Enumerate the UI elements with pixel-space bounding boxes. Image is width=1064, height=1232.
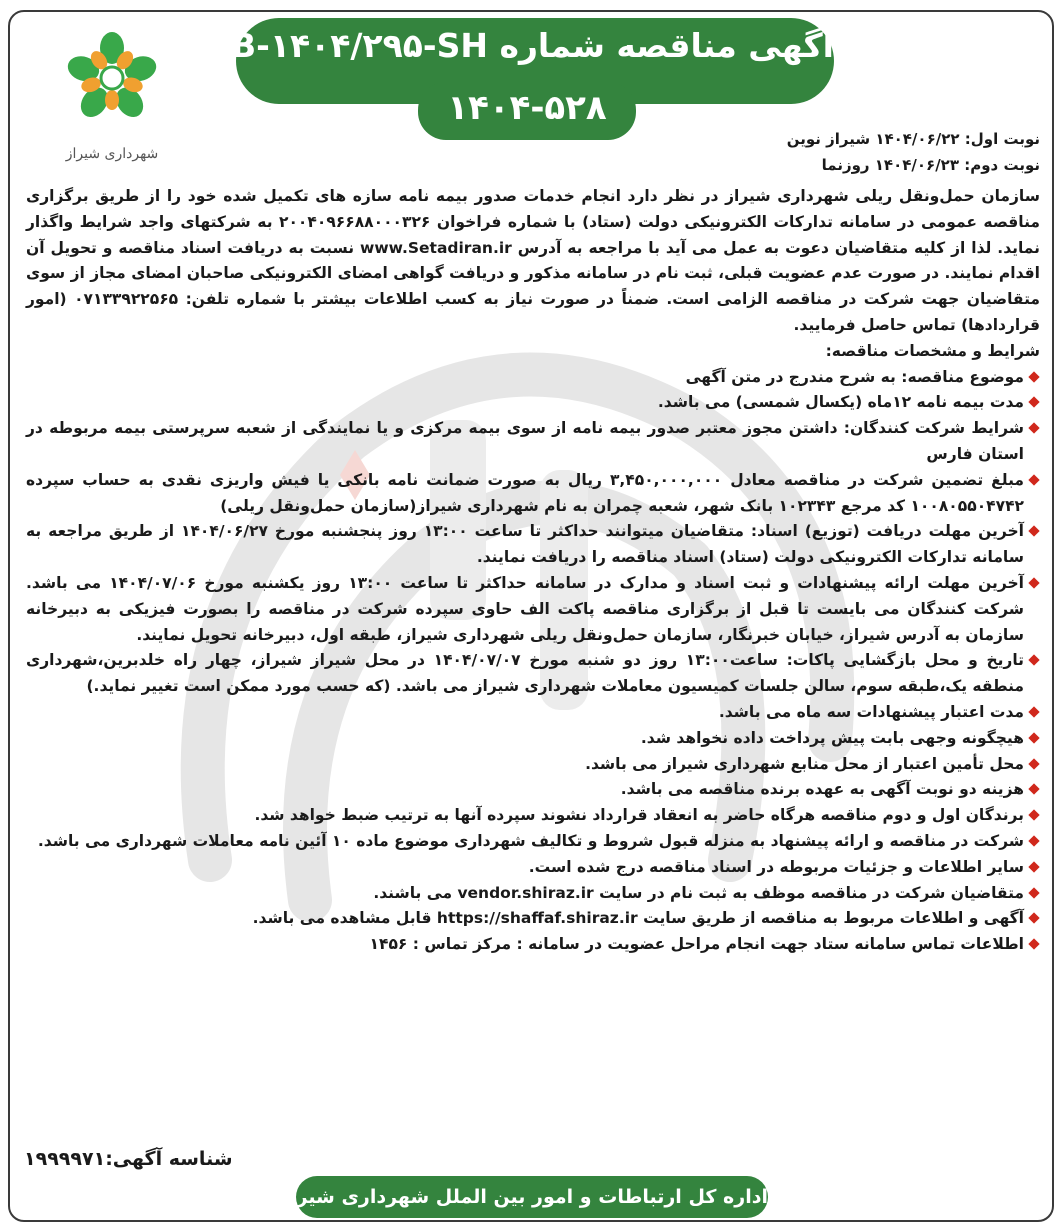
list-item: متقاضیان شرکت در مناقصه موظف به ثبت نام در سایت vendor.shiraz.ir می باشند. [26,881,1040,907]
conditions-heading: شرایط و مشخصات مناقصه: [825,341,1040,360]
bullet-diamond-icon [1028,474,1039,485]
bullet-diamond-icon [1028,758,1039,769]
second-publication: نوبت دوم: ۱۴۰۴/۰۶/۲۳ روزنما [821,156,1040,174]
list-item: هزینه دو نوبت آگهی به عهده برنده مناقصه می باشد. [26,777,1040,803]
intro-paragraph: سازمان حمل‌ونقل ریلی شهرداری شیراز در نظر دارد انجام خدمات صدور بیمه نامه سازه های تکمیل شده خود را از طریق برگزاری مناقصه عمومی در سامانه تدارکات الکترونیکی دولت (ستاد) با شماره فراخوان ۲۰۰۴۰۹۶۶۸۸۰۰۰۳۲۶ به شرکتهای واجد شرایط واگذار نماید. لذا از کلیه متقاضیان دعوت به عمل می آید با مراجعه به آدرس www.Setadiran.ir نسبت به دریافت اسناد مناقصه و تحویل آن اقدام نمایند. در صورت عدم عضویت قبلی، ثبت نام در سامانه مذکور و دریافت گواهی امضای الکترونیکی صاحبان امضای مجاز از سوی متقاضیان جهت شرکت در مناقصه الزامی است. ضمناً در صورت نیاز به کسب اطلاعات بیشتر با شماره تلفن: ۰۷۱۳۳۹۲۲۵۶۵ (امور قراردادها) تماس حاصل فرمایید. [26,187,1041,334]
list-item: برندگان اول و دوم مناقصه هرگاه حاضر به انعقاد قرارداد نشوند سپرده آنها به ترتیب ضبط خواهد شد. [26,803,1040,829]
bullet-diamond-icon [1028,938,1039,949]
list-item: سایر اطلاعات و جزئیات مربوطه در اسناد مناقصه درج شده است. [26,855,1040,881]
conditions-list [26,365,1040,958]
logo-caption: شهرداری شیراز [65,146,159,162]
bullet-diamond-icon [1028,861,1039,872]
list-item: موضوع مناقصه: به شرح مندرج در متن آگهی [26,365,1040,391]
list-item: آخرین مهلت ارائه پیشنهادات و ثبت اسناد و مدارک در سامانه حداکثر تا ساعت ۱۳:۰۰ روز یکشنبه مورخ ۱۴۰۴/۰۷/۰۶ می باشد. شرکت کنندگان می بایست تا قبل از برگزاری مناقصه پاکت الف حاوی سپرده شرکت در مناقصه را بصورت فیزیکی به دبیرخانه سازمان به آدرس شیراز، خیابان خبرنگار، سازمان حمل‌ونقل ریلی شهرداری شیراز، طبقه اول، دبیرخانه تحویل نمایند. [26,571,1040,648]
bullet-diamond-icon [1028,732,1039,743]
publication-dates [787,126,1040,178]
tender-title: آگهی مناقصه شماره B-۱۴۰۴/۲۹۵-SH [230,26,834,65]
footer-banner: اداره کل ارتباطات و امور بین الملل شهرداری شیراز [296,1176,768,1218]
list-item: شرکت در مناقصه و ارائه پیشنهاد به منزله قبول شروط و تکالیف شهرداری موضوع ماده ۱۰ آئین نامه معاملات شهرداری می باشد. [26,829,1040,855]
list-item: آخرین مهلت دریافت (توزیع) اسناد: متقاضیان میتوانند حداکثر تا ساعت ۱۳:۰۰ روز پنجشنبه مورخ ۱۴۰۴/۰۶/۲۷ از طریق مراجعه به سامانه تدارکات الکترونیکی دولت (ستاد) اسناد مناقصه را دریافت نمایند. [26,519,1040,571]
first-publication: نوبت اول: ۱۴۰۴/۰۶/۲۲ شیراز نوین [786,130,1040,148]
bullet-diamond-icon [1028,397,1039,408]
bullet-diamond-icon [1028,887,1039,898]
bullet-diamond-icon [1028,526,1039,537]
bullet-diamond-icon [1028,371,1039,382]
municipality-logo [52,26,172,176]
list-item: تاریخ و محل بازگشایی پاکات: ساعت۱۳:۰۰ روز دو شنبه مورخ ۱۴۰۴/۰۷/۰۷ در محل شیراز شیراز، چهار راه خلدبرین،شهرداری منطقه یک،طبقه سوم، سالن جلسات کمیسیون معاملات شهرداری شیراز می باشد. (که حسب مورد ممکن است تغییر نماید.) [26,648,1040,700]
tender-number: ۱۴۰۴-۵۲۸ [447,88,607,128]
bullet-diamond-icon [1028,655,1039,666]
list-item: مدت بیمه نامه ۱۲ماه (یکسال شمسی) می باشد. [26,390,1040,416]
list-item: مبلغ تضمین شرکت در مناقصه معادل ۳,۴۵۰,۰۰۰,۰۰۰ ریال به صورت ضمانت نامه بانکی یا فیش واریزی نقدی به حساب سپرده ۱۰۰۸۰۵۵۰۴۷۴۲ کد مرجع ۱۰۲۳۴۳ بانک شهر، شعبه چمران به نام شهرداری شیراز(سازمان حمل‌ونقل ریلی) [26,468,1040,520]
bullet-diamond-icon [1028,577,1039,588]
list-item: اطلاعات تماس سامانه ستاد جهت انجام مراحل عضویت در سامانه : مرکز تماس : ۱۴۵۶ [26,932,1040,958]
bullet-diamond-icon [1028,913,1039,924]
ad-identifier: شناسه آگهی:۱۹۹۹۹۷۱ [24,1148,233,1170]
bullet-diamond-icon [1028,809,1039,820]
list-item: شرایط شرکت کنندگان: داشتن مجوز معتبر صدور بیمه نامه از سوی بیمه مرکزی و یا نمایندگی از شعبه سرپرستی بیمه مربوطه در استان فارس [26,416,1040,468]
bullet-diamond-icon [1028,706,1039,717]
bullet-diamond-icon [1028,423,1039,434]
list-item: محل تأمین اعتبار از محل منابع شهرداری شیراز می باشد. [26,752,1040,778]
list-item: هیچگونه وجهی بابت پیش پرداخت داده نخواهد شد. [26,726,1040,752]
bullet-diamond-icon [1028,835,1039,846]
ad-body [26,184,1040,958]
bullet-diamond-icon [1028,784,1039,795]
list-item: آگهی و اطلاعات مربوط به مناقصه از طریق سایت https://shaffaf.shiraz.ir قابل مشاهده می باشد. [26,906,1040,932]
list-item: مدت اعتبار پیشنهادات سه ماه می باشد. [26,700,1040,726]
